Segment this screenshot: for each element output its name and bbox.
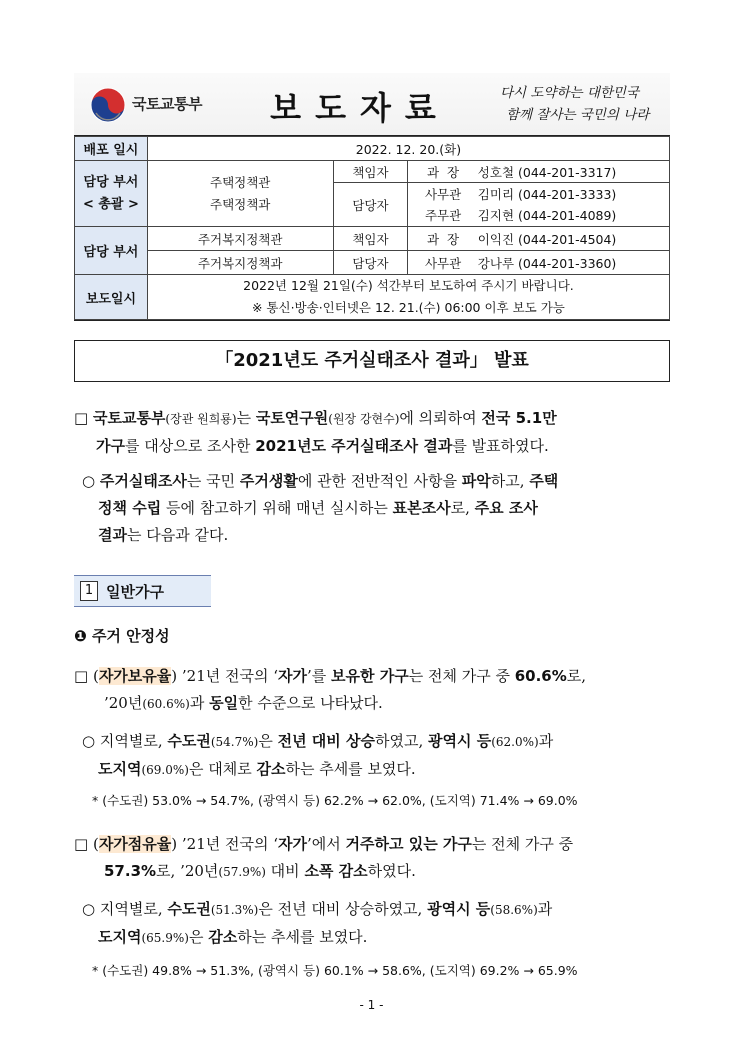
occupancy-region-paragraph [82,896,674,952]
slogan-line-2: 함께 잘사는 국민의 나라 [506,107,650,123]
survey-scope: 전국 5.1만 [481,409,557,427]
bullet: □ [74,409,89,427]
text: 은 대체로 [188,760,257,778]
text: 은 전년 대비 상승하였고, [258,900,428,918]
intro2-line2 [82,495,674,522]
text: 로, [450,499,475,517]
bullet: ○ [82,732,96,750]
ministry-name: 국토교통부 [132,95,202,113]
text: 는 전체 가구 중 [471,835,574,853]
intro2-line3 [82,522,674,549]
text: 한 수준으로 나타났다. [238,694,383,712]
dept1-staff1-contact: 김미리 (044-201-3333) [478,183,670,205]
keyword: 도지역 [98,760,142,778]
dept2-chief-role: 책임자 [333,227,408,251]
subsection-title: 주거 안정성 [91,627,170,645]
keyword: 파악 [461,472,491,490]
keyword: 보유한 가구 [331,667,409,685]
dept1-office1: 주택정책관 [210,174,271,190]
dept1-label [75,161,148,227]
slogan-line-1: 다시 도약하는 대한민국 [500,85,639,101]
page-number: - 1 - [359,998,384,1012]
rate: (69.0%) [141,763,189,777]
keyword: 동일 [209,694,239,712]
org-krihs-note: (원장 강현수) [328,412,400,426]
dept1-chief-title: 과 장 [408,161,478,183]
bullet: ○ [82,472,96,490]
prev-rate: (60.6%) [142,697,190,711]
bullet: □ [74,667,89,685]
occupancy-footnote: * (수도권) 49.8% → 51.3%, (광역시 등) 60.1% → 58.6%, (도지역) 69.2% → 65.9% [92,963,578,978]
text: 로, ’20년 [156,862,219,880]
text: 하였고, [375,732,429,750]
dept1-staff-role: 담당자 [333,183,408,227]
dept2-office2: 주거복지정책과 [147,251,333,275]
keyword: 소폭 감소 [304,862,368,880]
text: 는 다음과 같다. [126,526,229,544]
text: 지역별로, [99,732,168,750]
text: 는 전체 가구 중 [408,667,515,685]
keyword: 자가 [278,667,307,685]
text: ’에서 [307,835,346,853]
text: ’20년 [104,694,143,712]
keyword: 표본조사 [392,499,451,517]
ownership-line1: □ (자가보유율) ’21년 전국의 ‘자가’를 보유한 가구는 전체 가구 중 60.6%로, [74,667,587,685]
keyword: 주택 [529,472,559,490]
text: 과 [538,732,554,750]
dept2-staff-contact: 강나루 (044-201-3360) [478,251,670,275]
keyword: 주거생활 [239,472,298,490]
org-molit-note: (장관 원희룡) [165,412,237,426]
occupancy-line2 [74,858,674,886]
intro2-line1 [82,468,674,495]
dept2-chief-contact: 이익진 (044-201-4504) [478,227,670,251]
survey-name: 2021년도 주거실태조사 결과 [255,437,453,455]
keyword: 감소 [256,760,286,778]
dept1-staff2-contact: 김지현 (044-201-4089) [478,205,670,227]
occupancy-line1: □ (자가점유율) ’21년 전국의 ‘자가’에서 거주하고 있는 가구는 전체 가구 중 [74,835,574,853]
dept1-label-line2: < 총괄 > [82,196,139,212]
embargo-line2: ※ 통신·방송·인터넷은 12. 21.(수) 06:00 이후 보도 가능 [251,300,565,315]
dept1-office2: 주택정책과 [210,196,271,212]
occupancy-tag: 자가점유율 [98,835,172,853]
dept1-staff2-title: 주무관 [408,205,478,227]
dept2-label: 담당 부서 [75,227,148,275]
occupancy-region-line2 [82,924,674,952]
text: 지역별로, [99,900,168,918]
text: ’를 [307,667,332,685]
keyword: 결과 [98,526,127,544]
rate: (65.9%) [141,931,189,945]
ownership-paragraph [74,663,674,718]
government-slogan [500,82,660,126]
ownership-tag: 자가보유율 [98,667,172,685]
prev-rate: (57.9%) [218,865,266,879]
intro-line2 [74,433,674,460]
dept1-office [147,161,333,227]
text: 은 [188,928,209,946]
contact-info-table [74,136,670,320]
intro-line1 [74,405,674,433]
bullet: □ [74,835,89,853]
text: 는 [236,409,256,427]
org-molit: 국토교통부 [92,409,166,427]
keyword: 주요 조사 [474,499,538,517]
occupancy-region-line1 [82,896,674,924]
keyword: 정책 수립 [98,499,162,517]
rate: (58.6%) [490,903,538,917]
release-date-value: 2022. 12. 20.(화) [147,137,669,161]
dept1-chief-contact: 성호철 (044-201-3317) [478,161,670,183]
section-title: 일반가구 [106,583,164,601]
dept2-chief-title: 과 장 [408,227,478,251]
intro2-paragraph [82,468,674,549]
subsection-number: ❶ [74,627,87,645]
ownership-region-paragraph [82,728,674,784]
embargo-label: 보도일시 [75,275,148,320]
ownership-line2 [74,690,674,718]
text: 은 [258,732,278,750]
rate: (62.0%) [491,735,539,749]
keyword: 도지역 [98,928,142,946]
keyword: 자가 [278,835,307,853]
text: 로, [566,667,587,685]
keyword: 감소 [208,928,238,946]
ownership-rate: 60.6% [514,667,567,685]
dept2-office1: 주거복지정책관 [147,227,333,251]
text: ’21년 전국의 ‘ [181,835,279,853]
text: 하는 추세를 보였다. [285,760,416,778]
text: 과 [537,900,553,918]
occupancy-rate: 57.3% [104,862,157,880]
keyword: 광역시 등 [428,732,492,750]
dept1-chief-role: 책임자 [333,161,408,183]
subsection-header [74,625,170,646]
embargo-line1: 2022년 12월 21일(수) 석간부터 보도하여 주시기 바랍니다. [243,278,574,293]
text: 하였다. [367,862,416,880]
bullet: ○ [82,900,96,918]
org-krihs: 국토연구원 [255,409,329,427]
dept2-staff-title: 사무관 [408,251,478,275]
text: 를 대상으로 조사한 [124,437,256,455]
keyword: 광역시 등 [427,900,491,918]
embargo-text [147,275,669,320]
survey-scope-unit: 가구 [96,437,125,455]
rate: (51.3%) [210,903,259,917]
taegeuk-logo-icon [90,87,126,123]
headline: 「2021년도 주거실태조사 결과」 발표 [74,340,670,382]
text: 에 의뢰하여 [399,409,482,427]
ownership-region-line1 [82,728,674,756]
release-date-label: 배포 일시 [75,137,148,161]
keyword: 전년 대비 상승 [277,732,375,750]
intro-paragraph [74,405,674,460]
document-title: 보도자료 [270,89,450,127]
keyword: 거주하고 있는 가구 [345,835,472,853]
text: ’21년 전국의 ‘ [181,667,279,685]
text: 하고, [490,472,530,490]
keyword: 수도권 [167,900,211,918]
dept1-label-line1: 담당 부서 [83,174,139,190]
ownership-footnote: * (수도권) 53.0% → 54.7%, (광역시 등) 62.2% → 62.0%, (도지역) 71.4% → 69.0% [92,793,578,808]
dept1-staff1-title: 사무관 [408,183,478,205]
ownership-region-line2 [82,756,674,784]
occupancy-paragraph [74,831,674,886]
dept2-staff-role: 담당자 [333,251,408,275]
keyword: 수도권 [167,732,211,750]
text: 는 국민 [186,472,240,490]
text: 대비 [265,862,305,880]
text: 하는 추세를 보였다. [237,928,368,946]
rate: (54.7%) [210,735,259,749]
text: 등에 참고하기 위해 매년 실시하는 [161,499,393,517]
text: 를 발표하였다. [452,437,549,455]
section-number: 1 [80,581,98,601]
text: 에 관한 전반적인 사항을 [297,472,462,490]
text: 과 [189,694,210,712]
keyword: 주거실태조사 [99,472,187,490]
